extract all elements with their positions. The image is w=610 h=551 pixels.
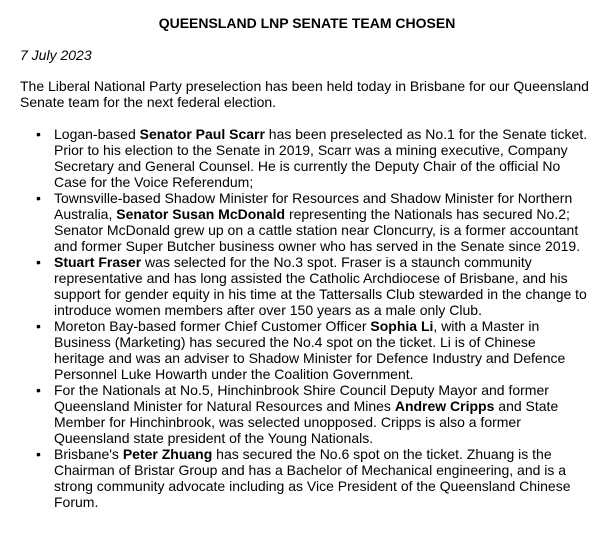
item-text-pre: Townsville-based Shadow Minister for Resources and Shadow Minister for Northern Australia,: [54, 190, 573, 222]
candidate-name: Sophia Li: [370, 318, 434, 334]
item-text-pre: Logan-based: [54, 126, 140, 142]
candidate-name: Peter Zhuang: [122, 446, 213, 462]
bullet-icon: •: [36, 254, 41, 270]
item-text-post: has secured the No.6 spot on the ticket. Zhuang is the Chairman of Bristar Group and has a Bachelor of Mechanical engineering, and is a strong community advocate including as Vice President of the Queensland Chinese Forum.: [54, 446, 571, 510]
candidate-name: Andrew Cripps: [394, 398, 495, 414]
candidate-name: Stuart Fraser: [54, 254, 142, 270]
list-item: [20, 190, 590, 254]
list-item: [20, 446, 590, 510]
item-text-pre: For the Nationals at No.5, Hinchinbrook Shire Council Deputy Mayor and former Queensland Minister for Natural Resources and Mines: [54, 382, 549, 414]
bullet-icon: •: [36, 126, 41, 142]
item-text-post: and State Member for Hinchinbrook, was selected unopposed. Cripps is also a former Queensland state president of the Young Nationals.: [54, 398, 559, 446]
item-text-pre: Brisbane's: [54, 446, 123, 462]
item-text-post: representing the Nationals has secured No.2; Senator McDonald grew up on a cattle station near Cloncurry, is a former accountant and former Super Butcher business owner who has served in the Senate since 2019.: [54, 206, 581, 254]
item-text-pre: Moreton Bay-based former Chief Customer Officer: [54, 318, 371, 334]
candidate-list: [20, 126, 590, 510]
list-item: [20, 254, 590, 318]
release-date: 7 July 2023: [20, 47, 92, 63]
bullet-icon: •: [36, 382, 41, 398]
bullet-icon: •: [36, 446, 41, 462]
candidate-name: Senator Susan McDonald: [116, 206, 286, 222]
list-item: [20, 318, 590, 382]
bullet-icon: •: [36, 318, 41, 334]
list-item: [20, 126, 590, 190]
item-text-post: has been preselected as No.1 for the Senate ticket. Prior to his election to the Senate in 2019, Scarr was a mining executive, Company Secretary and General Counsel. He is currently the Deputy Chair of the official No Case for the Voice Referendum;: [54, 126, 588, 190]
page-title: QUEENSLAND LNP SENATE TEAM CHOSEN: [158, 15, 456, 31]
candidate-name: Senator Paul Scarr: [139, 126, 265, 142]
item-text-post: , with a Master in Business (Marketing) has secured the No.4 spot on the ticket. Li is of Chinese heritage and was an adviser to Shadow Minister for Defence Industry and Defence Personnel Luke Howarth under the Coalition Government.: [54, 318, 566, 382]
list-item: [20, 382, 590, 446]
bullet-icon: •: [36, 190, 41, 206]
item-text-post: was selected for the No.3 spot. Fraser is a staunch community representative and has long assisted the Catholic Archdiocese of Brisbane, and his support for gender equity in his time at the Tattersalls Club stewarded in the change to introduce women members after over 150 years as a male only Club.: [54, 254, 587, 318]
intro-paragraph: The Liberal National Party preselection has been held today in Brisbane for our Queensland Senate team for the next federal election.: [20, 78, 589, 110]
